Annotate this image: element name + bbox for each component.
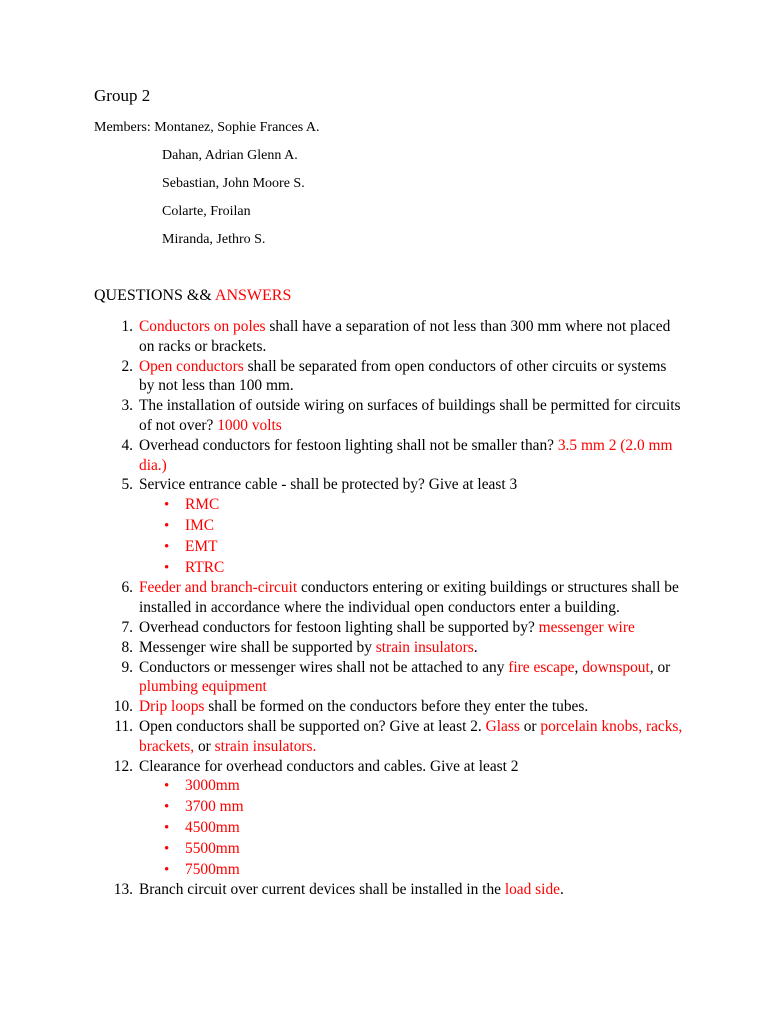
answer-bullet: • RMC [139,495,684,516]
question-item [94,436,684,476]
item-number: 3. [121,397,133,415]
question-text: . [559,881,564,899]
answer-bullet: • 5500mm [139,839,684,860]
member-name: Miranda, Jethro S. [162,232,266,247]
section-heading [94,287,291,305]
member-name: Sebastian, John Moore S. [162,176,305,191]
item-number: 5. [121,476,133,494]
answer-text: Open conductors [139,357,244,375]
question-item [94,475,684,578]
question-text: Messenger wire shall be supported by [139,638,376,656]
answer-text: fire escape [508,658,575,676]
group-title: Group 2 [94,86,151,105]
question-text: Conductors or messenger wires shall not be attached to any [139,658,509,676]
answer-text: strain insulators. [214,737,317,755]
question-text: Overhead conductors for festoon lighting shall not be smaller than? [139,436,558,454]
answer-bullet: • 3700 mm [139,797,684,818]
question-text: shall have a separation of not less than 300 mm where not placed on racks or brackets. [139,318,671,355]
question-item [94,880,684,900]
question-text: , [574,658,583,676]
question-text: or [519,717,541,735]
item-number: 9. [121,658,133,676]
question-text: Clearance for overhead conductors and cables. Give at least 2 [139,757,519,775]
question-text: conductors entering or exiting buildings or structures shall be installed in accordance where the individual open conductors enter a building. [139,579,679,617]
answer-text: Conductors on poles [139,318,266,335]
answer-text: Feeder and branch-circuit [139,579,298,597]
question-list [94,317,684,900]
item-number: 4. [121,436,133,454]
item-number: 11. [114,717,133,735]
question-text: Service entrance cable - shall be protected by? Give at least 3 [139,476,518,494]
members-line [94,120,320,136]
item-number: 1. [121,318,133,335]
answer-text: plumbing equipment [139,678,267,696]
answer-text: 3.5 mm 2 (2.0 mm dia.) [139,436,673,474]
question-text: . [473,638,478,656]
answer-text: porcelain knobs, racks, brackets, [139,717,683,755]
answer-text: strain insulators [375,638,474,656]
item-number: 7. [121,618,133,636]
question-text: shall be separated from open conductors of other circuits or systems by not less than 100 mm. [139,357,667,395]
item-number: 2. [121,357,133,375]
question-text: , or [649,658,671,676]
question-item [94,578,684,618]
question-text: or [194,737,215,755]
question-item [94,396,684,436]
heading-answers: ANSWERS [214,287,292,304]
answer-bullet-list [139,776,684,880]
question-item [94,697,684,717]
answer-bullet: • EMT [139,537,684,558]
item-number: 10. [113,698,133,716]
item-number: 12. [113,757,133,775]
question-text: The installation of outside wiring on surfaces of buildings shall be permitted for circuits of not over? [139,397,681,434]
item-number: 13. [113,881,133,899]
answer-bullet-list [139,495,684,578]
question-text: shall be formed on the conductors before they enter the tubes. [204,698,589,716]
answer-text: Glass [485,717,520,735]
question-item [94,357,684,397]
question-text: Overhead conductors for festoon lighting shall be supported by? [139,618,539,636]
question-item [94,638,684,658]
answer-bullet: • IMC [139,516,684,537]
answer-text: load side [504,881,560,899]
question-item [94,658,684,698]
question-item [94,757,684,881]
heading-questions: QUESTIONS && [94,287,212,304]
answer-bullet: • RTRC [139,558,684,579]
answer-text: downspout [582,658,650,676]
answer-bullet: • 3000mm [139,776,684,797]
answer-bullet: • 4500mm [139,818,684,839]
question-item [94,618,684,638]
item-number: 6. [121,579,133,597]
question-item [94,717,684,757]
question-item [94,317,684,357]
member-name: Montanez, Sophie Frances A. [154,120,320,135]
item-number: 8. [121,638,133,656]
member-name: Colarte, Froilan [162,204,251,219]
member-name: Dahan, Adrian Glenn A. [162,148,298,163]
answer-text: Drip loops [139,698,205,716]
answer-text: 1000 volts [217,416,282,434]
question-text: Open conductors shall be supported on? Give at least 2. [139,717,486,735]
members-label: Members: [94,120,151,135]
question-text: Branch circuit over current devices shall be installed in the [139,881,505,899]
answer-bullet: • 7500mm [139,860,684,881]
answer-text: messenger wire [538,618,635,636]
